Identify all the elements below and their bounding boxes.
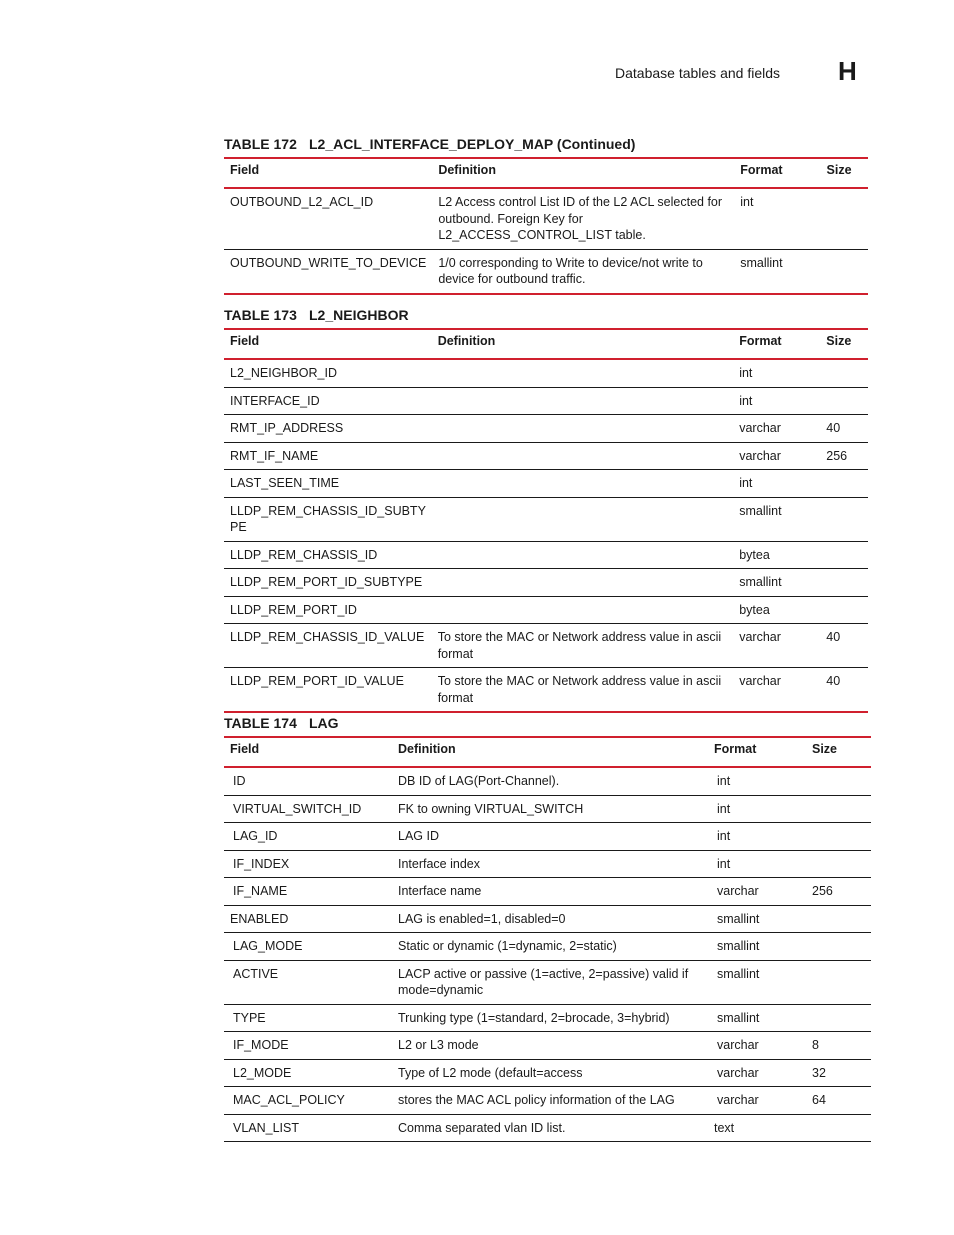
cell-format: bytea	[733, 541, 820, 569]
cell-format: smallint	[733, 569, 820, 597]
cell-field: LLDP_REM_PORT_ID_SUBTYPE	[224, 569, 432, 597]
table-row	[224, 188, 868, 249]
table-row	[224, 415, 868, 443]
cell-field: LLDP_REM_CHASSIS_ID_SUBTY PE	[224, 497, 432, 541]
cell-definition	[432, 415, 734, 443]
cell-definition: Type of L2 mode (default=access	[392, 1059, 708, 1087]
cell-format: smallint	[708, 1004, 806, 1032]
table-174-title: LAG	[309, 715, 339, 731]
column-header-field: Field	[230, 334, 260, 348]
cell-format: smallint	[734, 249, 820, 294]
cell-format: varchar	[708, 1087, 806, 1115]
cell-format: text	[708, 1114, 806, 1142]
cell-definition: Static or dynamic (1=dynamic, 2=static)	[392, 933, 708, 961]
cell-format: varchar	[733, 624, 820, 668]
cell-definition: Interface index	[392, 850, 708, 878]
cell-field: ID	[224, 767, 392, 795]
appendix-letter: H	[838, 56, 857, 86]
cell-format: varchar	[733, 415, 820, 443]
column-header-format: Format	[740, 163, 783, 177]
cell-size	[820, 569, 868, 597]
cell-field: LLDP_REM_CHASSIS_ID_VALUE	[224, 624, 432, 668]
cell-field: LLDP_REM_PORT_ID	[224, 596, 432, 624]
cell-size	[820, 541, 868, 569]
cell-format: varchar	[733, 668, 820, 713]
cell-field: LLDP_REM_PORT_ID_VALUE	[224, 668, 432, 713]
cell-size	[806, 795, 871, 823]
column-header-field: Field	[230, 163, 260, 177]
cell-definition: LAG ID	[392, 823, 708, 851]
table-row	[224, 470, 868, 498]
cell-field: VLAN_LIST	[224, 1114, 392, 1142]
cell-size: 256	[806, 878, 871, 906]
cell-format: int	[733, 359, 820, 387]
table-173-label: TABLE 173	[224, 307, 297, 323]
cell-size	[806, 1004, 871, 1032]
table-row	[224, 933, 871, 961]
cell-field: LAG_MODE	[224, 933, 392, 961]
table-172	[224, 157, 868, 295]
cell-definition: LACP active or passive (1=active, 2=passive) valid if mode=dynamic	[392, 960, 708, 1004]
cell-field: L2_MODE	[224, 1059, 392, 1087]
cell-definition	[432, 497, 734, 541]
cell-size	[806, 933, 871, 961]
cell-size	[820, 387, 868, 415]
column-header-size: Size	[826, 163, 852, 177]
table-header-row	[224, 329, 868, 359]
cell-size	[820, 596, 868, 624]
cell-definition	[432, 541, 734, 569]
cell-size: 40	[820, 415, 868, 443]
cell-format: int	[708, 850, 806, 878]
cell-size	[821, 188, 868, 249]
cell-size	[820, 470, 868, 498]
table-row	[224, 905, 871, 933]
cell-format: smallint	[708, 905, 806, 933]
cell-field: ENABLED	[224, 905, 392, 933]
cell-size: 32	[806, 1059, 871, 1087]
cell-definition	[432, 470, 734, 498]
column-header-format: Format	[714, 742, 757, 756]
cell-size: 256	[820, 442, 868, 470]
cell-format: int	[734, 188, 820, 249]
cell-format: smallint	[733, 497, 820, 541]
cell-field: L2_NEIGHBOR_ID	[224, 359, 432, 387]
cell-definition	[432, 596, 734, 624]
cell-field: LLDP_REM_CHASSIS_ID	[224, 541, 432, 569]
table-row	[224, 249, 868, 294]
table-row	[224, 960, 871, 1004]
cell-definition: To store the MAC or Network address value in ascii format	[432, 668, 734, 713]
cell-definition: FK to owning VIRTUAL_SWITCH	[392, 795, 708, 823]
running-header-title: Database tables and fields	[615, 65, 780, 81]
cell-field: LAST_SEEN_TIME	[224, 470, 432, 498]
table-row	[224, 1004, 871, 1032]
cell-definition: 1/0 corresponding to Write to device/not write to device for outbound traffic.	[432, 249, 734, 294]
cell-definition: Interface name	[392, 878, 708, 906]
table-174	[224, 736, 871, 1142]
cell-size	[821, 249, 868, 294]
table-row	[224, 541, 868, 569]
cell-format: int	[733, 387, 820, 415]
cell-size	[820, 497, 868, 541]
cell-definition: Comma separated vlan ID list.	[392, 1114, 708, 1142]
table-row	[224, 596, 868, 624]
cell-size	[806, 850, 871, 878]
cell-format: varchar	[733, 442, 820, 470]
cell-size	[806, 823, 871, 851]
cell-definition	[432, 442, 734, 470]
cell-size	[806, 1114, 871, 1142]
table-row	[224, 1059, 871, 1087]
table-header-row	[224, 737, 871, 767]
table-173	[224, 328, 868, 713]
cell-size	[806, 767, 871, 795]
cell-field: IF_MODE	[224, 1032, 392, 1060]
cell-format: int	[708, 795, 806, 823]
table-row	[224, 624, 868, 668]
column-header-definition: Definition	[438, 163, 496, 177]
cell-field: RMT_IF_NAME	[224, 442, 432, 470]
cell-definition: DB ID of LAG(Port-Channel).	[392, 767, 708, 795]
cell-format: varchar	[708, 878, 806, 906]
table-row	[224, 497, 868, 541]
cell-field: RMT_IP_ADDRESS	[224, 415, 432, 443]
cell-field: INTERFACE_ID	[224, 387, 432, 415]
cell-format: varchar	[708, 1032, 806, 1060]
table-172-label: TABLE 172	[224, 136, 297, 152]
cell-size: 40	[820, 624, 868, 668]
cell-format: int	[733, 470, 820, 498]
column-header-format: Format	[739, 334, 782, 348]
table-row	[224, 359, 868, 387]
cell-field: VIRTUAL_SWITCH_ID	[224, 795, 392, 823]
cell-field: ACTIVE	[224, 960, 392, 1004]
table-172-title: L2_ACL_INTERFACE_DEPLOY_MAP (Continued)	[309, 136, 636, 152]
cell-size	[806, 960, 871, 1004]
cell-definition	[432, 387, 734, 415]
table-header-row	[224, 158, 868, 188]
cell-format: varchar	[708, 1059, 806, 1087]
table-174-label: TABLE 174	[224, 715, 297, 731]
cell-field: TYPE	[224, 1004, 392, 1032]
table-row	[224, 1032, 871, 1060]
column-header-definition: Definition	[398, 742, 456, 756]
cell-size: 8	[806, 1032, 871, 1060]
cell-definition	[432, 569, 734, 597]
cell-size	[806, 905, 871, 933]
column-header-size: Size	[826, 334, 852, 348]
table-row	[224, 1087, 871, 1115]
cell-definition: Trunking type (1=standard, 2=brocade, 3=hybrid)	[392, 1004, 708, 1032]
cell-size: 40	[820, 668, 868, 713]
cell-definition	[432, 359, 734, 387]
table-row	[224, 795, 871, 823]
table-172-caption	[224, 136, 635, 152]
cell-format: smallint	[708, 960, 806, 1004]
cell-definition: stores the MAC ACL policy information of the LAG	[392, 1087, 708, 1115]
cell-size	[820, 359, 868, 387]
table-row	[224, 442, 868, 470]
cell-field: OUTBOUND_L2_ACL_ID	[224, 188, 432, 249]
cell-definition: To store the MAC or Network address value in ascii format	[432, 624, 734, 668]
cell-field: IF_INDEX	[224, 850, 392, 878]
cell-field: LAG_ID	[224, 823, 392, 851]
cell-field: MAC_ACL_POLICY	[224, 1087, 392, 1115]
table-173-title: L2_NEIGHBOR	[309, 307, 409, 323]
cell-definition: L2 Access control List ID of the L2 ACL selected for outbound. Foreign Key for L2_ACCESS_CONTROL_LIST table.	[432, 188, 734, 249]
table-row	[224, 850, 871, 878]
table-row	[224, 569, 868, 597]
table-row	[224, 823, 871, 851]
cell-format: bytea	[733, 596, 820, 624]
cell-size: 64	[806, 1087, 871, 1115]
cell-definition: LAG is enabled=1, disabled=0	[392, 905, 708, 933]
table-173-caption	[224, 307, 409, 323]
cell-field: OUTBOUND_WRITE_TO_DEVICE	[224, 249, 432, 294]
table-row	[224, 767, 871, 795]
cell-field: IF_NAME	[224, 878, 392, 906]
cell-format: smallint	[708, 933, 806, 961]
table-174-caption	[224, 715, 339, 731]
column-header-size: Size	[812, 742, 838, 756]
column-header-field: Field	[230, 742, 260, 756]
table-row	[224, 387, 868, 415]
table-row	[224, 668, 868, 713]
table-row	[224, 878, 871, 906]
table-row	[224, 1114, 871, 1142]
cell-format: int	[708, 823, 806, 851]
cell-format: int	[708, 767, 806, 795]
cell-definition: L2 or L3 mode	[392, 1032, 708, 1060]
column-header-definition: Definition	[437, 334, 496, 348]
